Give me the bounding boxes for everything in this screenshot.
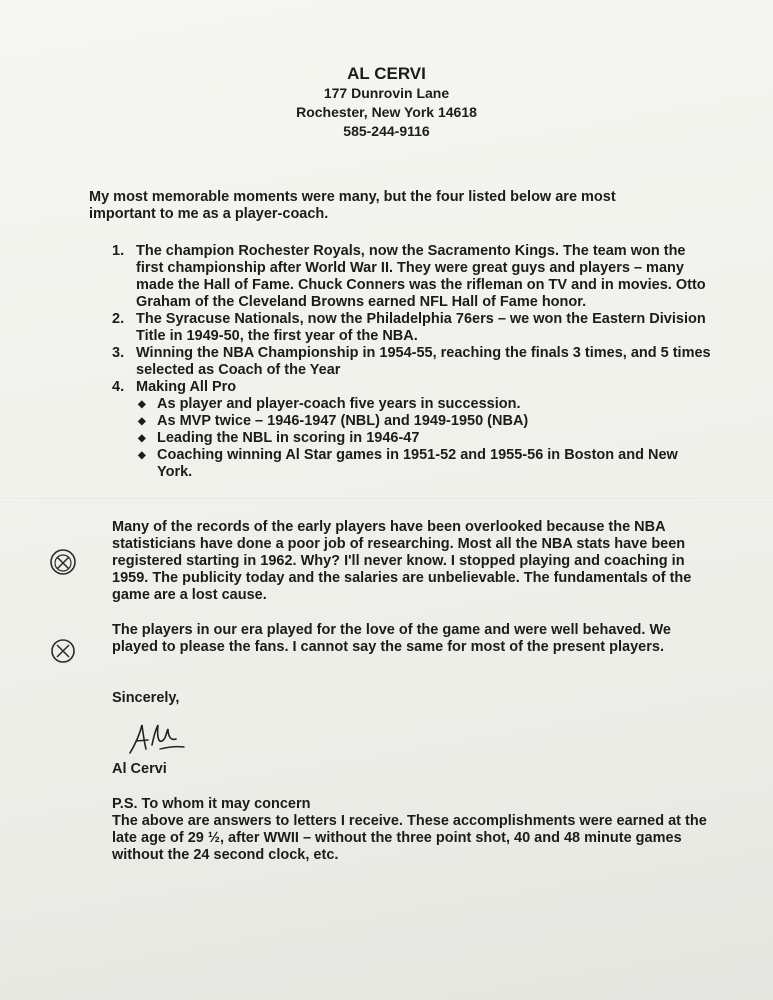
letterhead-name: AL CERVI — [347, 64, 426, 83]
bullet-text: As player and player-coach five years in succession. — [157, 396, 521, 412]
moment-item — [112, 311, 712, 345]
bullet-item — [136, 396, 712, 413]
moment-text: Winning the NBA Championship in 1954-55, reaching the finals 3 times, and 5 times selected as Coach of the Year — [136, 345, 711, 378]
bullet-text: Coaching winning Al Star games in 1951-52 and 1955-56 in Boston and New York. — [157, 447, 678, 480]
letterhead — [0, 64, 773, 141]
circled-x-pen-mark-icon — [48, 636, 78, 666]
moment-number: 4. — [112, 379, 125, 395]
moment-number: 1. — [112, 243, 125, 259]
paper-fold — [0, 498, 773, 500]
letterhead-address: 177 Dunrovin Lane — [323, 85, 450, 101]
intro-paragraph: My most memorable moments were many, but the four listed below are most important to me as a player-coach. — [89, 189, 616, 222]
memorable-moments-list — [112, 243, 712, 481]
diamond-bullet-icon: ◆ — [138, 416, 146, 427]
postscript — [112, 796, 712, 864]
moment-text: The Syracuse Nationals, now the Philadelphia 76ers – we won the Eastern Division Title in 1949-50, the first year of the NBA. — [136, 311, 706, 344]
letterhead-phone: 585-244-9116 — [343, 123, 430, 139]
moment-text: The champion Rochester Royals, now the Sacramento Kings. The team won the first championship after World War II. They were great guys and players – many made the Hall of Fame. Chuck Conners was the rifleman on TV and in movies. Otto Graham of the Cleveland Browns earned NFL Hall of Fame honor. — [136, 243, 706, 310]
postscript-text: The above are answers to letters I receive. These accomplishments were earned at the late age of 29 ½, after WWII – without the three point shot, 40 and 48 minute games without the 24 second clock, etc. — [112, 813, 707, 863]
bullet-text: As MVP twice – 1946-1947 (NBL) and 1949-1950 (NBA) — [157, 413, 529, 429]
records-paragraph: Many of the records of the early players have been overlooked because the NBA statisticians have done a poor job of researching. Most all the NBA stats have been registered starting in 1962. Why? I'll never know. I stopped playing and coaching in 1959. The publicity today and the salaries are unbelievable. The fundamentals of the game are a lost cause. — [112, 519, 692, 603]
letterhead-city: Rochester, New York 14618 — [296, 104, 477, 120]
circled-x-pen-mark-icon — [48, 547, 78, 577]
handwritten-signature — [122, 715, 194, 761]
moment-item — [112, 345, 712, 379]
closing: Sincerely, — [112, 690, 180, 706]
bullet-item — [136, 430, 712, 447]
moment-number: 2. — [112, 311, 125, 327]
bullet-text: Leading the NBL in scoring in 1946-47 — [157, 430, 420, 446]
era-paragraph: The players in our era played for the love of the game and were well behaved. We played to please the fans. I cannot say the same for most of the present players. — [112, 622, 671, 655]
bullet-item — [136, 447, 712, 481]
bullet-item — [136, 413, 712, 430]
moment-text: Making All Pro — [136, 379, 237, 395]
moment-item — [112, 379, 712, 481]
diamond-bullet-icon: ◆ — [138, 399, 146, 410]
diamond-bullet-icon: ◆ — [138, 433, 146, 444]
signature-name: Al Cervi — [112, 761, 167, 777]
postscript-heading: P.S. To whom it may concern — [112, 796, 311, 812]
moment-item — [112, 243, 712, 311]
moment-number: 3. — [112, 345, 125, 361]
diamond-bullet-icon: ◆ — [138, 450, 146, 461]
all-pro-bullets — [136, 396, 712, 481]
